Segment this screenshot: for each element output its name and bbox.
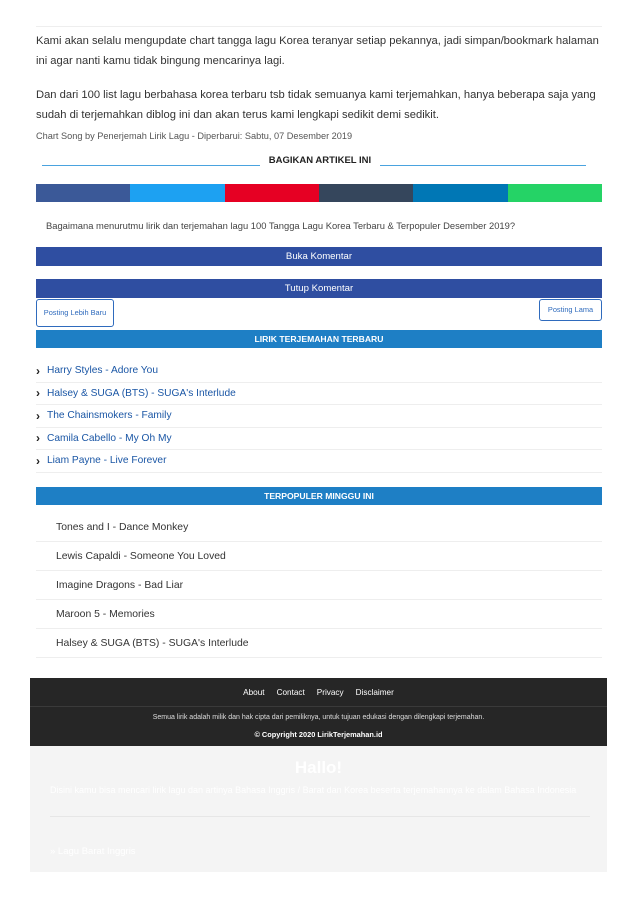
hello-panel xyxy=(30,746,607,872)
hello-link[interactable]: » Lagu Barat Inggris xyxy=(50,846,136,857)
share-divider-left xyxy=(42,165,260,166)
list-item[interactable] xyxy=(36,405,602,428)
latest-list xyxy=(36,360,602,473)
list-item[interactable] xyxy=(36,428,602,451)
chevron-right-icon: › xyxy=(36,408,40,423)
latest-section-title: LIRIK TERJEMAHAN TERBARU xyxy=(36,330,602,348)
top-divider xyxy=(36,26,602,27)
footer-nav xyxy=(30,678,607,707)
chevron-right-icon: › xyxy=(36,453,40,468)
share-header xyxy=(36,155,602,181)
list-item[interactable] xyxy=(36,360,602,383)
share-pinterest-button[interactable] xyxy=(225,184,319,202)
latest-link[interactable]: The Chainsmokers - Family xyxy=(47,410,172,422)
chevron-right-icon: › xyxy=(36,431,40,446)
latest-link[interactable]: Liam Payne - Live Forever xyxy=(47,455,167,467)
hello-description: Disini kamu bisa mencari lirik lagu dan artinya Bahasa Inggris / Barat dan Korea beserta terjemahannya ke dalam Bahasa Indonesia xyxy=(50,785,577,795)
popular-item[interactable]: Imagine Dragons - Bad Liar xyxy=(36,571,602,600)
site-footer xyxy=(30,678,607,746)
newer-post-button[interactable]: Posting Lebih Baru xyxy=(36,299,114,327)
latest-link[interactable]: Halsey & SUGA (BTS) - SUGA's Interlude xyxy=(47,387,236,399)
popular-item[interactable]: Tones and I - Dance Monkey xyxy=(36,513,602,542)
share-title: BAGIKAN ARTIKEL INI xyxy=(268,155,372,166)
footer-link-about[interactable]: About xyxy=(243,687,265,697)
hello-title: Hallo! xyxy=(294,758,343,777)
latest-link[interactable]: Camila Cabello - My Oh My xyxy=(47,432,172,444)
chevron-right-icon: › xyxy=(36,386,40,401)
share-linkedin-button[interactable] xyxy=(413,184,507,202)
footer-link-privacy[interactable]: Privacy xyxy=(316,687,344,697)
popular-item[interactable]: Halsey & SUGA (BTS) - SUGA's Interlude xyxy=(36,629,602,658)
list-item[interactable] xyxy=(36,450,602,473)
footer-link-disclaimer[interactable]: Disclaimer xyxy=(355,687,394,697)
footer-link-contact[interactable]: Contact xyxy=(276,687,305,697)
comment-question: Bagaimana menurutmu lirik dan terjemahan lagu 100 Tangga Lagu Korea Terbaru & Terpopuler Desember 2019? xyxy=(46,220,516,231)
popular-item[interactable]: Maroon 5 - Memories xyxy=(36,600,602,629)
share-divider-right xyxy=(380,165,586,166)
intro-paragraph-2: Dan dari 100 list lagu berbahasa korea terbaru tsb tidak semuanya kami terjemahkan, hanya beberapa saja yang sudah di terjemahkan diblog ini dan akan terus kami lengkapi sedikit demi sedikit. xyxy=(36,89,596,121)
close-comments-button[interactable]: Tutup Komentar xyxy=(36,279,602,298)
share-facebook-button[interactable] xyxy=(36,184,130,202)
latest-link[interactable]: Harry Styles - Adore You xyxy=(47,365,158,377)
popular-item[interactable]: Lewis Capaldi - Someone You Loved xyxy=(36,542,602,571)
article-intro xyxy=(36,31,602,139)
older-post-button[interactable]: Posting Lama xyxy=(539,299,602,321)
share-whatsapp-button[interactable] xyxy=(508,184,602,202)
chevron-right-icon: › xyxy=(36,363,40,378)
intro-paragraph-1: Kami akan selalu mengupdate chart tangga lagu Korea teranyar setiap pekannya, jadi simpan/bookmark halaman ini agar nanti kamu tidak bingung mencarinya lagi. xyxy=(36,35,599,67)
share-buttons xyxy=(36,184,602,202)
share-tumblr-button[interactable] xyxy=(319,184,413,202)
footer-copyright: © Copyright 2020 LirikTerjemahan.id xyxy=(254,730,383,739)
list-item[interactable] xyxy=(36,383,602,406)
popular-list xyxy=(36,513,602,658)
hello-divider xyxy=(50,816,590,817)
open-comments-button[interactable]: Buka Komentar xyxy=(36,247,602,266)
footer-note: Semua lirik adalah milik dan hak cipta dari pemiliknya, untuk tujuan edukasi dengan dilengkapi terjemahan. xyxy=(152,714,485,721)
post-meta: Chart Song by Penerjemah Lirik Lagu - Diperbarui: Sabtu, 07 Desember 2019 xyxy=(36,131,353,141)
share-twitter-button[interactable] xyxy=(130,184,224,202)
popular-section-title: TERPOPULER MINGGU INI xyxy=(36,487,602,505)
